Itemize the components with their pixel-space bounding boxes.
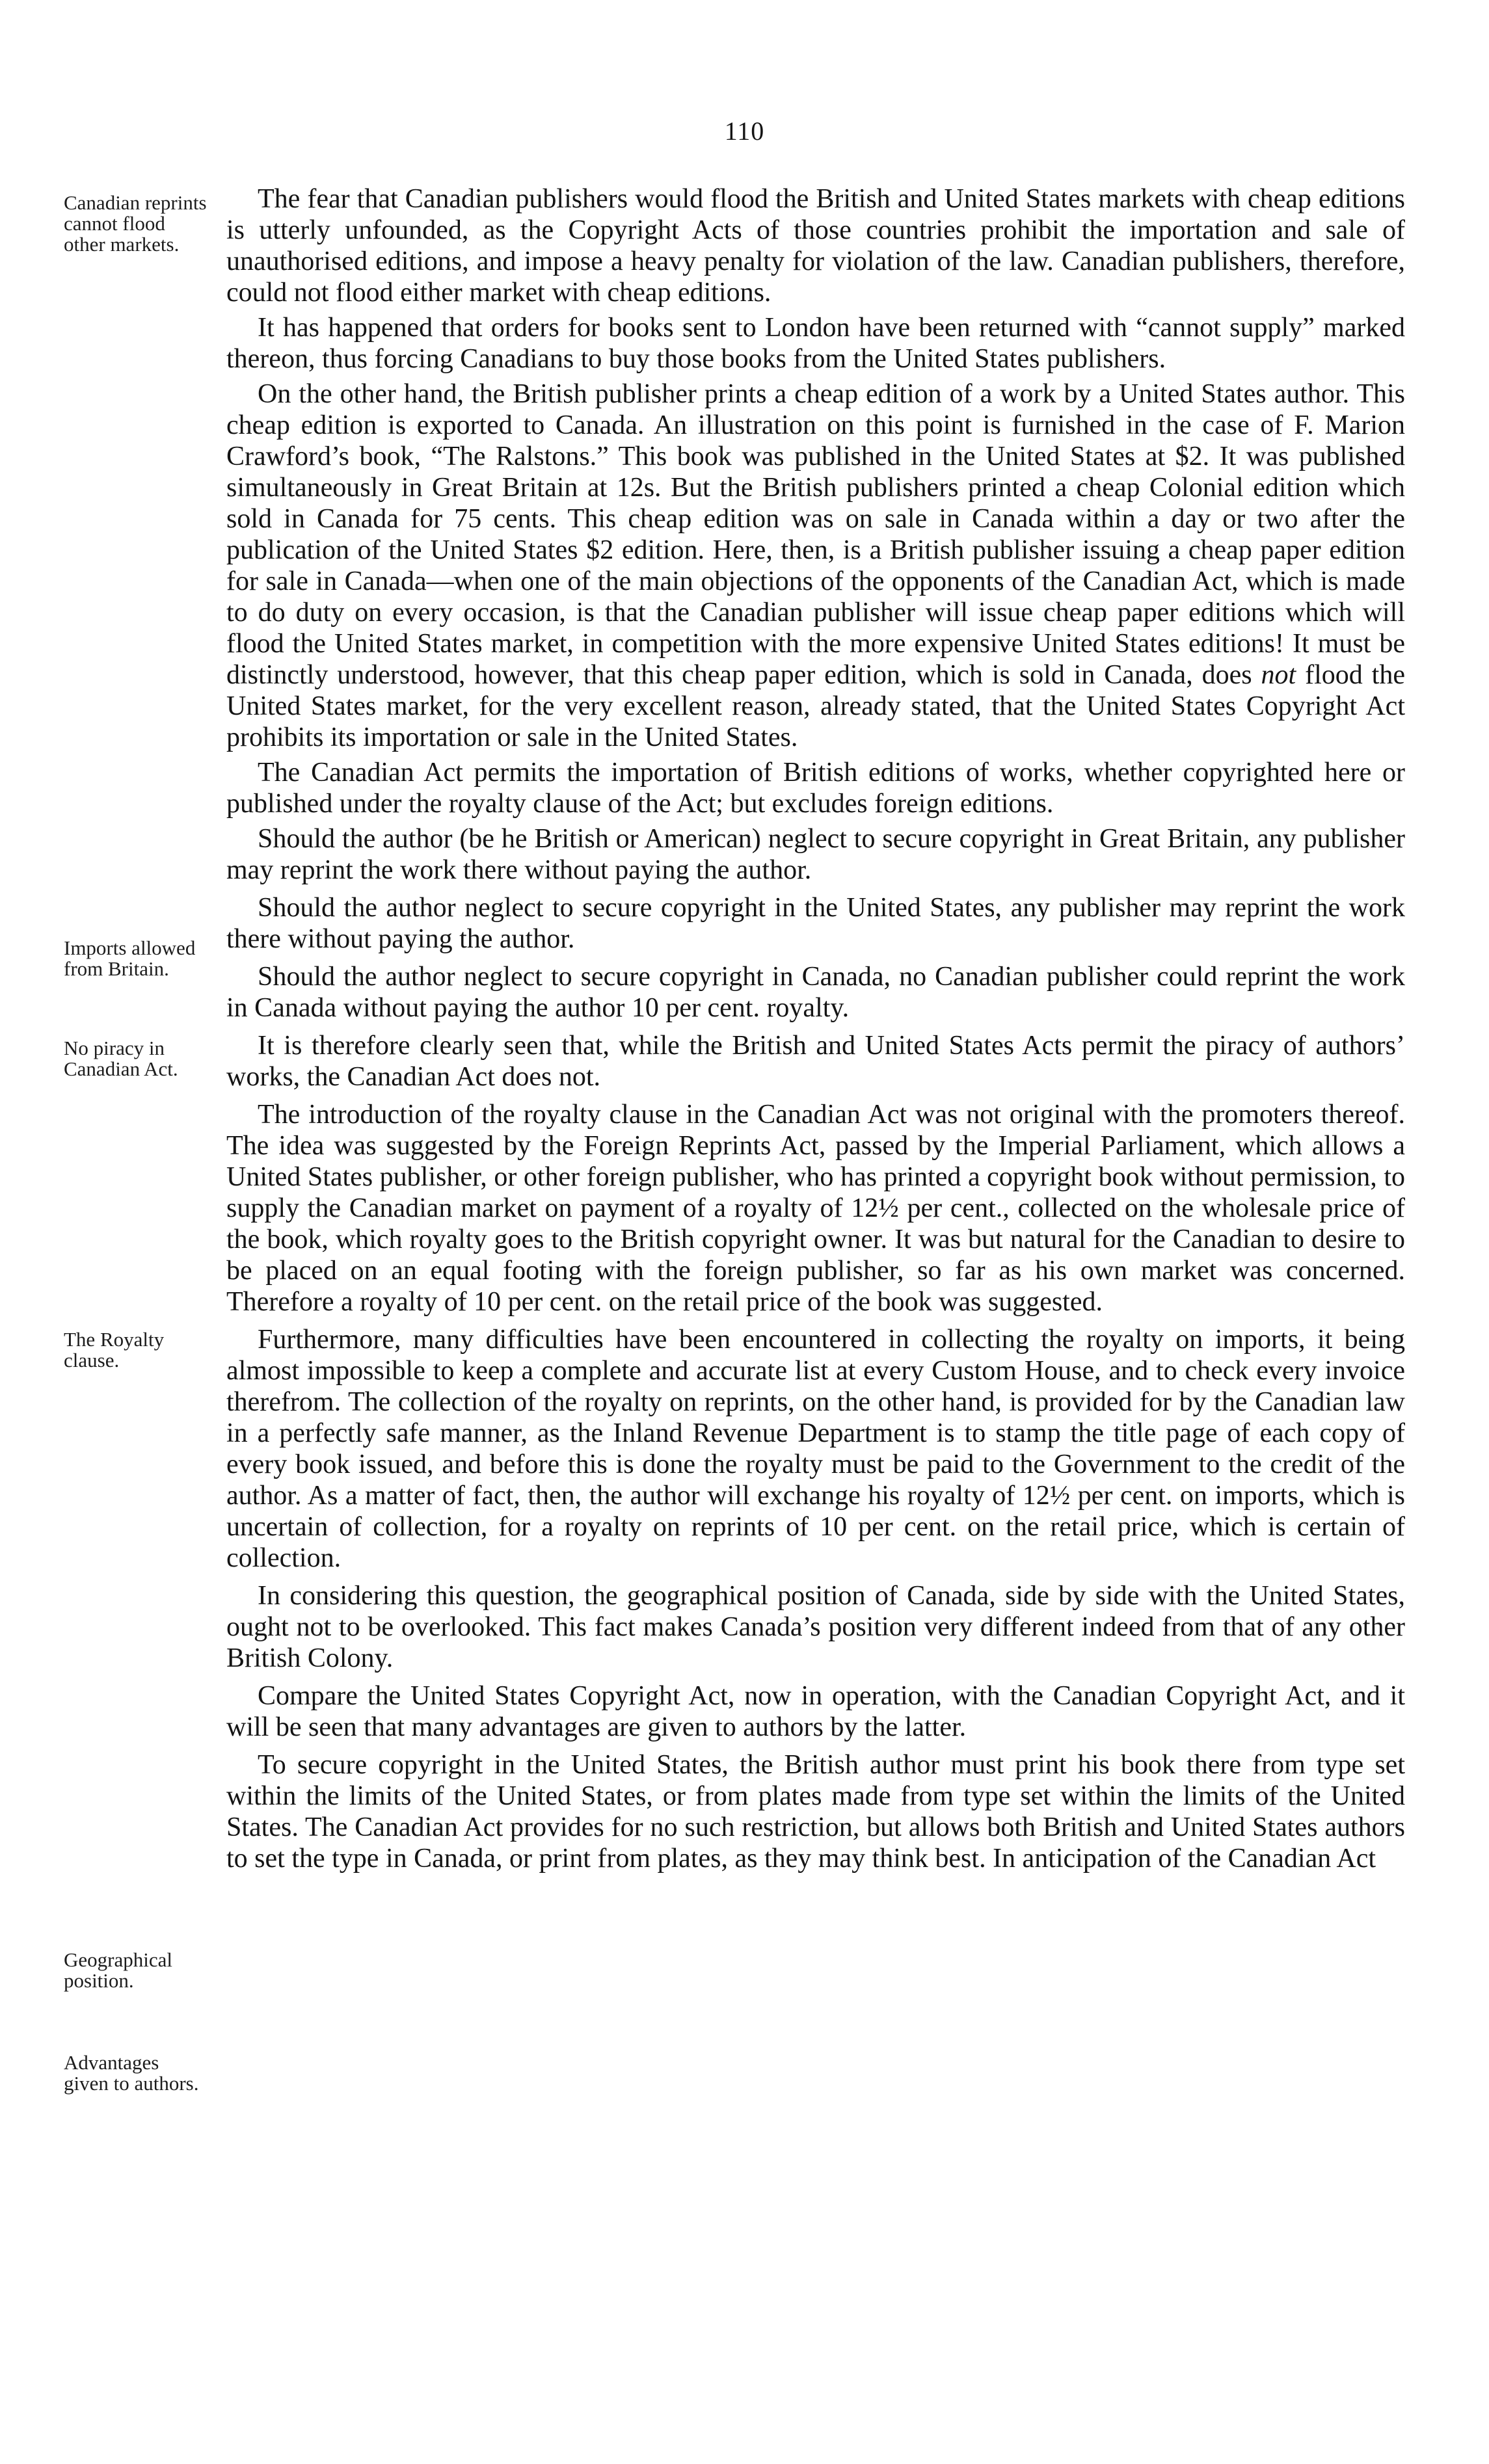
paragraph: Compare the United States Copyright Act, now in operation, with the Canadian Copyright Act, and it will be seen that many advantages are given to authors by the latter.	[226, 1681, 1405, 1742]
paragraph: To secure copyright in the United States, the British author must print his book there from type set within the limits of the United States, or from plates made from type set within the limits of the United States. The Canadian Act provides for no such restriction, but allows both British and United States authors to set the type in Canada, or print from plates, as they may think best. In anticipation of the Canadian Act	[226, 1750, 1405, 1874]
sidenote-no-piracy: No piracy in Canadian Act.	[64, 1037, 178, 1080]
sidenote-royalty-clause: The Royalty clause.	[64, 1328, 165, 1371]
sidenote-canadian-reprints: Canadian reprints cannot flood other markets.	[64, 191, 207, 256]
sidenote-advantages: Advantages given to authors.	[64, 2051, 199, 2095]
page-number: 110	[724, 116, 765, 146]
paragraph: It is therefore clearly seen that, while the British and United States Acts permit the piracy of authors’ works, the Canadian Act does not.	[226, 1031, 1405, 1092]
paragraph: Furthermore, many difficulties have been encountered in collecting the royalty on imports, it being almost impossible to keep a complete and accurate list at every Custom House, and to check every invoice therefrom. The collection of the royalty on reprints, on the other hand, is provided for by the Canadian law in a perfectly safe manner, as the Inland Revenue Department is to stamp the title page of each copy of every book issued, and before this is done the royalty must be paid to the Government to the credit of the author. As a matter of fact, then, the author will exchange his royalty of 12½ per cent. on imports, which is uncertain of collection, for a royalty on reprints of 10 per cent. on the retail price, which is certain of collection.	[226, 1325, 1405, 1573]
paragraph: Should the author neglect to secure copyright in the United States, any publisher may reprint the work there without paying the author.	[226, 893, 1405, 954]
paragraph	[226, 378, 1405, 753]
sidenote-geographical-position: Geographical position.	[64, 1948, 172, 1992]
paragraph: The Canadian Act permits the importation of British editions of works, whether copyrighted here or published under the royalty clause of the Act; but excludes foreign editions.	[226, 758, 1405, 819]
paragraph: The introduction of the royalty clause in the Canadian Act was not original with the promoters thereof. The idea was suggested by the Foreign Reprints Act, passed by the Imperial Parliament, which allows a United States publisher, or other foreign publisher, who has printed a copyright book without permission, to supply the Canadian market on payment of a royalty of 12½ per cent., collected on the wholesale price of the book, which royalty goes to the British copyright owner. It was but natural for the Canadian to desire to be placed on an equal footing with the foreign publisher, so far as his own market was concerned. Therefore a royalty of 10 per cent. on the retail price of the book was suggested.	[226, 1100, 1405, 1317]
emphasis-not: not	[1261, 660, 1296, 690]
paragraph: Should the author neglect to secure copyright in Canada, no Canadian publisher could reprint the work in Canada without paying the author 10 per cent. royalty.	[226, 962, 1405, 1023]
paragraph-text: On the other hand, the British publisher prints a cheap edition of a work by a United States author. This cheap edition is exported to Canada. An illustration on this point is furnished in the case of F. Marion Crawford’s book, “The Ralstons.” This book was published in the United States at $2. It was published simultaneously in Great Britain at 12s. But the British publishers printed a cheap Colonial edition which sold in Canada for 75 cents. This cheap edition was on sale in Canada within a day or two after the publication of the United States $2 edition. Here, then, is a British publisher issuing a cheap paper edition for sale in Canada—when one of the main objections of the opponents of the Canadian Act, which is made to do duty on every occasion, is that the Canadian publisher will issue cheap paper editions which will flood the United States market, in competition with the more expensive United States editions! It must be distinctly understood, however, that this cheap paper edition, which is sold in Canada, does	[226, 379, 1405, 690]
paragraph: The fear that Canadian publishers would flood the British and United States markets with cheap editions is utterly unfounded, as the Copyright Acts of those countries prohibit the importation and sale of unauthorised editions, and impose a heavy penalty for violation of the law. Canadian publishers, therefore, could not flood either market with cheap editions.	[226, 184, 1405, 308]
body-text	[226, 183, 1405, 1878]
paragraph: In considering this question, the geographical position of Canada, side by side with the United States, ought not to be overlooked. This fact makes Canada’s position very different indeed from that of any other British Colony.	[226, 1581, 1405, 1673]
paragraph-text: flood the United States market, for the very excellent reason, already stated, that the United States Copyright Act prohibits its importation or sale in the United States.	[226, 660, 1405, 752]
paragraph: It has happened that orders for books sent to London have been returned with “cannot supply” marked thereon, thus forcing Canadians to buy those books from the United States publishers.	[226, 313, 1405, 374]
paragraph: Should the author (be he British or American) neglect to secure copyright in Great Britain, any publisher may reprint the work there without paying the author.	[226, 824, 1405, 885]
sidenote-imports-allowed: Imports allowed from Britain.	[64, 936, 196, 980]
